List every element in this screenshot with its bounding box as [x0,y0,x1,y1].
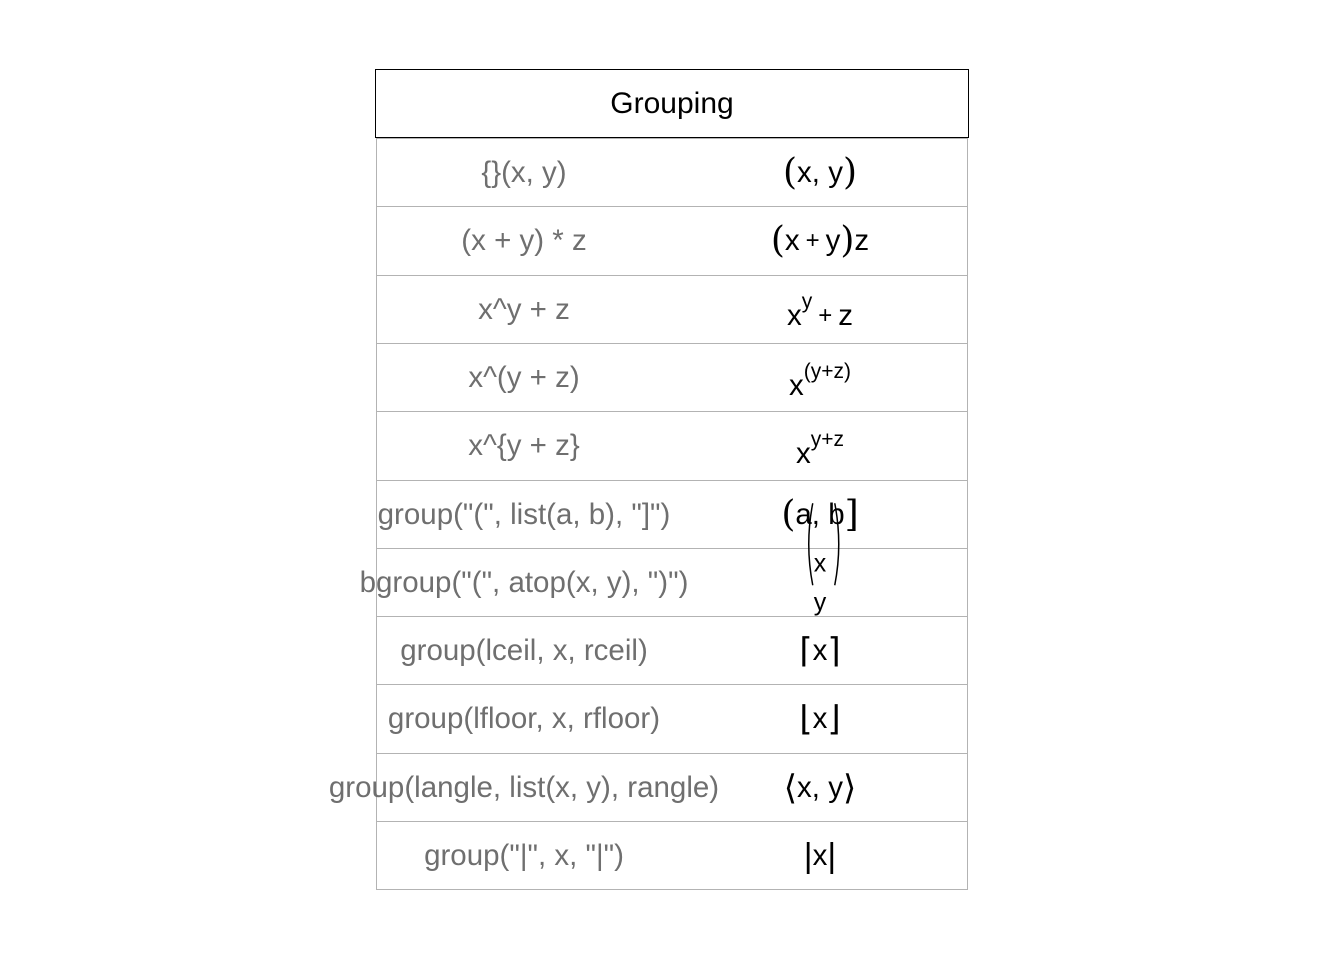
math-var: z [854,224,870,258]
math-var: x [786,298,802,332]
left-ceil: ⌈ [799,632,813,671]
math-cell [799,632,841,671]
table-row [376,411,968,479]
left-paren: ( [781,493,796,535]
code-cell: {}(x, y) [481,156,567,189]
math-cell [789,359,851,403]
math-cell [786,289,854,333]
right-angle: ⟩ [842,768,857,807]
code-cell: group("(", list(a, b), "]") [377,497,671,531]
table-row [376,343,968,411]
big-parens [803,499,845,589]
code-cell: group(langle, list(x, y), rangle) [328,770,720,804]
math-sep: , [811,770,820,804]
math-superscript: y [801,289,813,313]
table-row [376,616,968,684]
math-superscript: y+z [810,428,845,452]
code-cell: x^y + z [478,292,570,326]
math-var: z [838,298,854,332]
right-bar: | [827,837,837,875]
math-var: x [812,839,828,872]
code-cell: (x + y) * z [461,224,587,258]
math-var: x [813,549,827,578]
table-title: Grouping [610,86,734,120]
table-title-box [375,69,969,138]
math-cell [770,220,870,262]
math-var: x [812,634,828,668]
table-row [376,480,968,548]
table-row [376,206,968,274]
math-cell [783,152,857,193]
math-operator: + [805,227,820,255]
left-paren: ( [783,152,798,193]
math-operator: + [818,301,833,329]
math-var: b [828,497,845,531]
math-var: a [795,497,812,531]
left-angle: ⟨ [783,768,798,807]
table-row [376,138,968,206]
right-ceil: ⌉ [827,632,841,671]
math-var: x [789,368,804,402]
right-paren: ) [842,152,857,193]
code-cell: x^{y + z} [468,429,580,463]
table-row [376,821,968,889]
math-cell [804,839,836,873]
math-superscript: (y+z) [803,359,851,383]
math-var: x [784,224,800,258]
code-cell: group(lceil, x, rceil) [400,634,648,668]
table-row [359,548,968,616]
math-var: y [828,770,843,804]
code-cell: bgroup("(", atop(x, y), ")") [359,565,689,599]
math-var: x [795,437,811,471]
right-bracket: ] [844,493,859,535]
code-cell: x^(y + z) [468,360,580,394]
left-floor: ⌊ [799,700,813,739]
right-paren: ) [840,220,855,262]
math-sep: , [811,497,820,531]
left-bar: | [803,837,813,875]
math-var: x [797,770,812,804]
code-cell: group("|", x, "|") [424,839,624,872]
table-row [376,684,968,752]
right-floor: ⌋ [827,700,841,739]
math-var: y [813,587,827,616]
math-var: x [797,156,812,189]
math-var: x [812,702,828,736]
math-var: y [828,156,843,189]
table-row [376,275,968,343]
code-cell: group(lfloor, x, rfloor) [387,702,661,736]
math-cell [795,428,845,471]
table-row [328,753,968,821]
left-paren: ( [770,220,785,262]
math-cell [799,700,841,739]
math-sep: , [811,156,820,189]
math-cell [814,544,827,622]
math-var: y [825,224,841,258]
math-cell [783,768,857,807]
